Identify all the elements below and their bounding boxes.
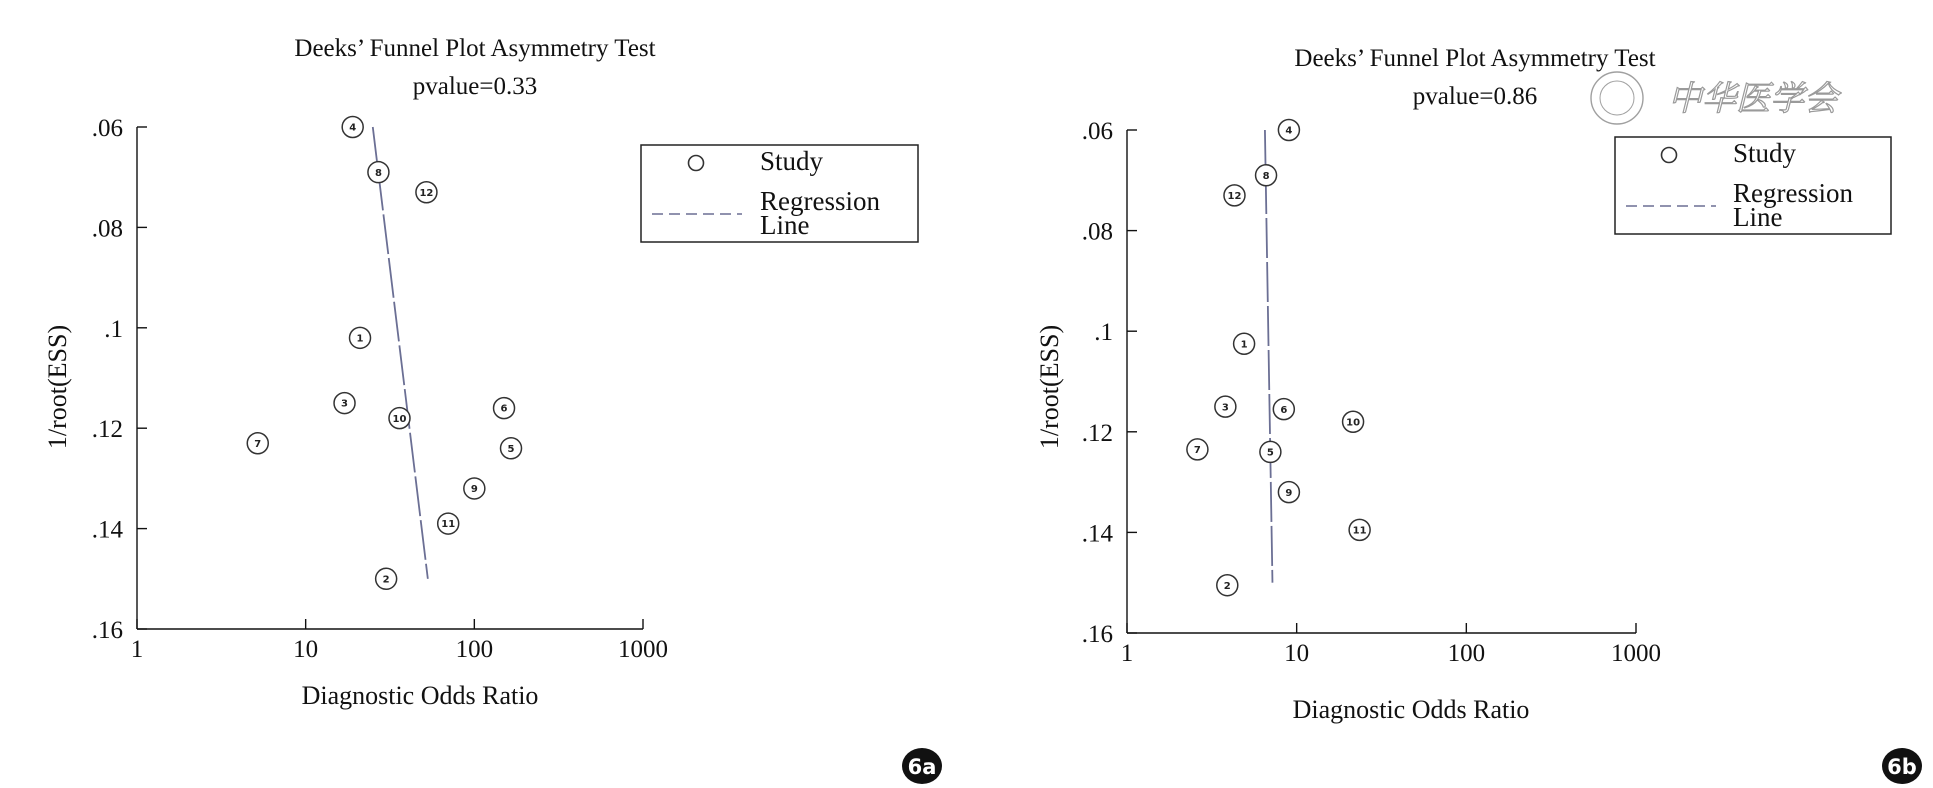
study-point-label: 9 [1285, 487, 1293, 499]
x-tick-label: 10 [1284, 640, 1310, 667]
y-tick-label: .12 [91, 416, 123, 444]
study-point-label: 1 [356, 333, 364, 345]
x-tick-label: 10 [293, 636, 319, 663]
x-tick-label: 1 [130, 636, 144, 663]
study-point-10 [389, 408, 410, 429]
study-point-label: 3 [1221, 402, 1229, 414]
study-point-1 [350, 327, 371, 348]
study-point-8 [1256, 165, 1277, 186]
study-point-label: 12 [1227, 190, 1242, 202]
study-point-7 [1187, 439, 1208, 460]
study-point-label: 11 [441, 519, 456, 531]
chart-subtitle: pvalue=0.33 [412, 73, 538, 100]
watermark [1591, 72, 1842, 124]
y-tick-label: .14 [91, 516, 123, 544]
y-tick-label: .06 [1081, 118, 1113, 145]
x-tick-label: 1000 [618, 636, 668, 663]
legend-entry-study: Study [760, 146, 824, 176]
study-point-label: 8 [1262, 170, 1270, 182]
study-point-4 [342, 117, 363, 138]
svg-text:6a: 6a [907, 755, 937, 779]
y-tick-label: .14 [1081, 520, 1113, 548]
study-point-12 [1224, 185, 1245, 206]
study-point-5 [501, 438, 522, 459]
legend-entry-study: Study [1733, 138, 1797, 168]
panel-tag-6b [1882, 748, 1922, 784]
x-tick-label: 1000 [1611, 640, 1661, 667]
study-point-8 [368, 162, 389, 183]
x-tick-label: 100 [1447, 640, 1486, 667]
study-point-label: 10 [392, 413, 407, 425]
y-tick-label: .1 [104, 315, 123, 343]
study-point-label: 2 [1223, 580, 1231, 592]
study-point-3 [1215, 396, 1236, 417]
study-point-2 [1217, 575, 1238, 596]
y-axis-label: 1/root(ESS) [1035, 324, 1064, 450]
axes [1082, 118, 1661, 667]
legend [641, 145, 918, 242]
seal-inner-icon [1600, 81, 1634, 115]
study-point-label: 12 [419, 187, 434, 199]
y-tick-label: .16 [91, 617, 123, 644]
study-point-7 [247, 433, 268, 454]
study-point-label: 8 [374, 167, 382, 179]
study-point-label: 6 [500, 403, 508, 415]
chart-title: Deeks’ Funnel Plot Asymmetry Test [1294, 45, 1656, 72]
study-point-6 [1273, 399, 1294, 420]
study-point-4 [1278, 120, 1299, 141]
seal-icon [1591, 72, 1643, 124]
study-point-9 [464, 478, 485, 499]
y-axis-label: 1/root(ESS) [43, 324, 72, 450]
study-point-11 [1349, 519, 1370, 540]
x-axis-label: Diagnostic Odds Ratio [301, 681, 539, 710]
study-point-1 [1234, 333, 1255, 354]
study-point-label: 7 [254, 438, 262, 450]
study-point-label: 4 [1285, 125, 1293, 137]
study-points [1187, 120, 1370, 596]
study-point-label: 2 [382, 574, 390, 586]
study-point-label: 9 [470, 484, 478, 496]
study-point-label: 6 [1280, 404, 1288, 416]
svg-text:6b: 6b [1887, 755, 1917, 779]
study-point-label: 4 [349, 122, 357, 134]
study-point-12 [416, 182, 437, 203]
legend-entry-regression: Regression Line [760, 186, 880, 240]
study-point-label: 5 [507, 443, 515, 455]
legend [1615, 137, 1891, 234]
y-tick-label: .1 [1094, 319, 1113, 347]
study-point-label: 3 [341, 398, 349, 410]
study-point-label: 11 [1352, 525, 1367, 537]
regression-line [1262, 130, 1273, 583]
y-tick-label: .06 [91, 115, 123, 142]
study-point-label: 1 [1240, 339, 1248, 351]
y-tick-label: .08 [1081, 218, 1113, 246]
chart-title: Deeks’ Funnel Plot Asymmetry Test [294, 35, 656, 62]
study-point-6 [494, 398, 515, 419]
study-point-5 [1260, 441, 1281, 462]
panel-tag-6a [902, 748, 942, 784]
study-point-11 [438, 513, 459, 534]
x-tick-label: 100 [455, 636, 494, 663]
y-tick-label: .16 [1081, 621, 1113, 648]
panel-6a [43, 35, 942, 784]
study-points [247, 117, 521, 590]
study-point-label: 5 [1266, 447, 1274, 459]
study-point-label: 7 [1193, 445, 1201, 457]
study-point-2 [376, 568, 397, 589]
legend-entry-regression: Regression Line [1733, 178, 1853, 232]
chart-subtitle: pvalue=0.86 [1412, 83, 1538, 110]
regression-line-segment [1262, 130, 1273, 583]
y-tick-label: .08 [91, 215, 123, 243]
study-point-label: 10 [1346, 417, 1361, 429]
study-point-9 [1278, 482, 1299, 503]
study-point-3 [334, 393, 355, 414]
y-tick-label: .12 [1081, 419, 1113, 447]
x-tick-label: 1 [1120, 640, 1134, 667]
panel-6b [1035, 45, 1922, 784]
study-point-10 [1343, 411, 1364, 432]
watermark-text: 中华医学会 [1668, 79, 1838, 119]
x-axis-label: Diagnostic Odds Ratio [1292, 695, 1530, 724]
